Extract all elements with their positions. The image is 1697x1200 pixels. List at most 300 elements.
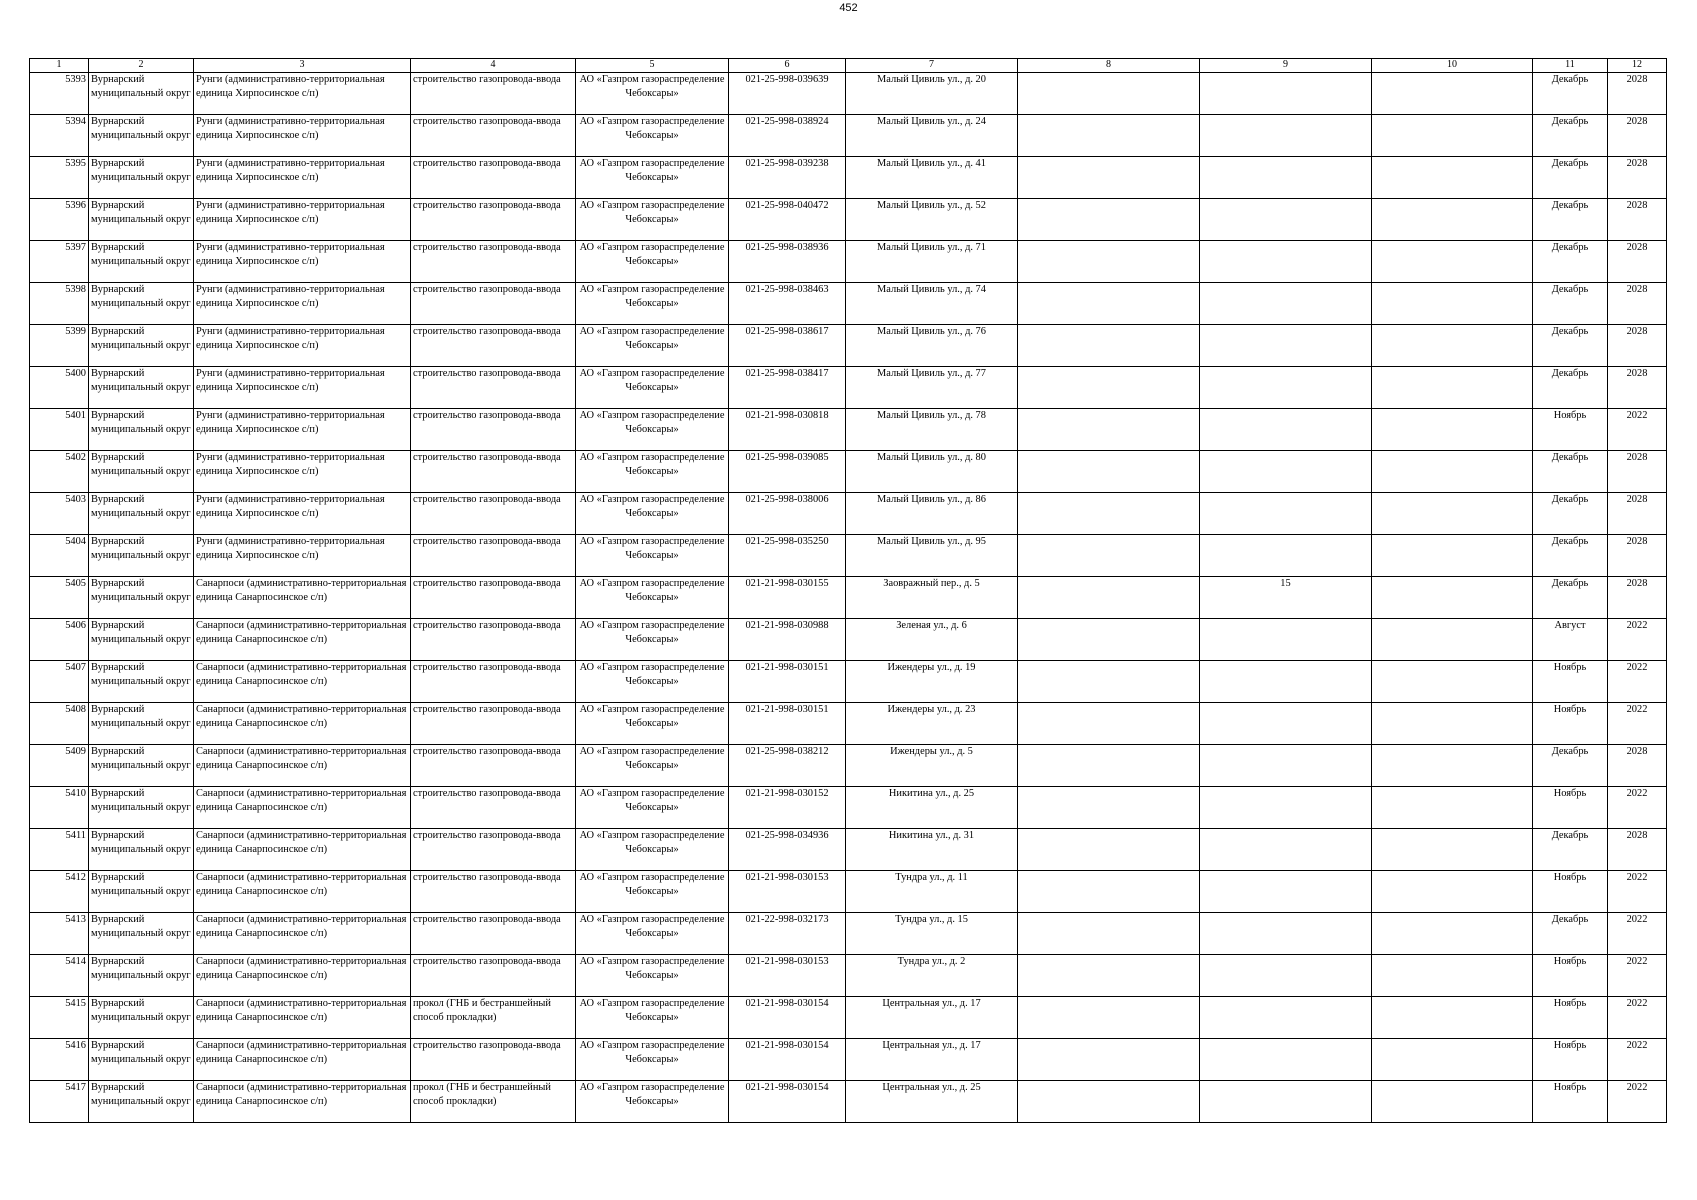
- settlement-cell-text: Рунги (административно-территориальная единица Хирпосинское с/п): [196, 452, 385, 477]
- row-number-text: 5410: [65, 788, 86, 799]
- row-number-text: 5396: [65, 200, 86, 211]
- object-code-cell: [729, 241, 846, 283]
- address-cell-text: Малый Цивиль ул., д. 71: [877, 242, 986, 253]
- column-10-cell: [1372, 367, 1533, 409]
- owner-cell-text: АО «Газпром газораспределение Чебоксары»: [579, 368, 725, 393]
- object-code-cell-text: 021-21-998-030153: [745, 956, 829, 967]
- work-type-cell-text: строительство газопровода-ввода: [413, 620, 561, 631]
- table-row: [30, 619, 1667, 661]
- work-type-cell: [411, 577, 576, 619]
- district-cell-text: Вурнарский муниципальный округ: [91, 368, 191, 393]
- work-type-cell: [411, 787, 576, 829]
- settlement-cell-text: Рунги (административно-территориальная единица Хирпосинское с/п): [196, 326, 385, 351]
- column-8-cell: [1018, 73, 1200, 115]
- work-type-cell-text: строительство газопровода-ввода: [413, 956, 561, 967]
- district-cell: [89, 619, 194, 661]
- object-code-cell: [729, 745, 846, 787]
- district-cell: [89, 451, 194, 493]
- column-8-cell-text: [1020, 199, 1197, 240]
- column-10-cell-text: [1374, 451, 1530, 492]
- table-row: [30, 913, 1667, 955]
- district-cell: [89, 493, 194, 535]
- row-number-text: 5403: [65, 494, 86, 505]
- district-cell: [89, 115, 194, 157]
- column-10-cell: [1372, 1081, 1533, 1123]
- table-row: [30, 367, 1667, 409]
- owner-cell-text: АО «Газпром газораспределение Чебоксары»: [579, 914, 725, 939]
- table-row: [30, 1039, 1667, 1081]
- settlement-cell: [194, 325, 411, 367]
- work-type-cell-text: строительство газопровода-ввода: [413, 494, 561, 505]
- owner-cell: [576, 451, 729, 493]
- month-cell-text: Декабрь: [1551, 200, 1589, 211]
- table-row: [30, 703, 1667, 745]
- row-number-text: 5417: [65, 1082, 86, 1093]
- table-row: [30, 325, 1667, 367]
- row-number: [30, 493, 89, 535]
- column-9-cell-text: [1202, 241, 1369, 282]
- settlement-cell: [194, 367, 411, 409]
- address-cell-text: Центральная ул., д. 17: [882, 998, 981, 1009]
- column-9-cell: [1200, 199, 1372, 241]
- column-9-cell-text: [1202, 1039, 1369, 1080]
- settlement-cell-text: Рунги (административно-территориальная единица Хирпосинское с/п): [196, 158, 385, 183]
- table-row: [30, 787, 1667, 829]
- address-cell-text: Малый Цивиль ул., д. 52: [877, 200, 986, 211]
- owner-cell-text: АО «Газпром газораспределение Чебоксары»: [579, 998, 725, 1023]
- address-cell-text: Тундра ул., д. 11: [895, 872, 968, 883]
- column-10-cell: [1372, 703, 1533, 745]
- month-cell-text: Ноябрь: [1553, 1040, 1587, 1051]
- district-cell: [89, 1039, 194, 1081]
- owner-cell-text: АО «Газпром газораспределение Чебоксары»: [579, 410, 725, 435]
- column-header: 1: [30, 59, 89, 73]
- owner-cell-text: АО «Газпром газораспределение Чебоксары»: [579, 872, 725, 897]
- column-8-cell: [1018, 703, 1200, 745]
- row-number-text: 5393: [65, 74, 86, 85]
- address-cell: [846, 619, 1018, 661]
- month-cell: [1533, 325, 1608, 367]
- column-9-cell-text: [1202, 157, 1369, 198]
- column-9-cell: [1200, 451, 1372, 493]
- district-cell-text: Вурнарский муниципальный округ: [91, 452, 191, 477]
- settlement-cell: [194, 619, 411, 661]
- year-cell-text: 2028: [1626, 116, 1648, 127]
- column-8-cell-text: [1020, 367, 1197, 408]
- address-cell-text: Тундра ул., д. 15: [895, 914, 968, 925]
- owner-cell: [576, 661, 729, 703]
- object-code-cell: [729, 997, 846, 1039]
- address-cell-text: Малый Цивиль ул., д. 76: [877, 326, 986, 337]
- column-10-cell: [1372, 913, 1533, 955]
- column-9-cell-text: [1202, 619, 1369, 660]
- owner-cell-text: АО «Газпром газораспределение Чебоксары»: [579, 662, 725, 687]
- district-cell-text: Вурнарский муниципальный округ: [91, 914, 191, 939]
- settlement-cell: [194, 199, 411, 241]
- object-code-cell-text: 021-25-998-038006: [745, 494, 829, 505]
- column-10-cell-text: [1374, 535, 1530, 576]
- row-number-text: 5409: [65, 746, 86, 757]
- column-10-cell: [1372, 535, 1533, 577]
- owner-cell: [576, 703, 729, 745]
- object-code-cell: [729, 1081, 846, 1123]
- district-cell: [89, 535, 194, 577]
- settlement-cell-text: Рунги (административно-территориальная единица Хирпосинское с/п): [196, 242, 385, 267]
- year-cell-text: 2028: [1626, 74, 1648, 85]
- district-cell-text: Вурнарский муниципальный округ: [91, 788, 191, 813]
- column-10-cell-text: [1374, 199, 1530, 240]
- district-cell: [89, 955, 194, 997]
- column-8-cell: [1018, 409, 1200, 451]
- row-number: [30, 955, 89, 997]
- work-type-cell: [411, 199, 576, 241]
- work-type-cell-text: строительство газопровода-ввода: [413, 872, 561, 883]
- address-cell: [846, 787, 1018, 829]
- object-code-cell-text: 021-21-998-030818: [745, 410, 829, 421]
- column-10-cell-text: [1374, 871, 1530, 912]
- row-number-text: 5404: [65, 536, 86, 547]
- month-cell-text: Декабрь: [1551, 326, 1589, 337]
- row-number: [30, 451, 89, 493]
- settlement-cell-text: Рунги (административно-территориальная единица Хирпосинское с/п): [196, 368, 385, 393]
- column-9-cell-text: [1202, 955, 1369, 996]
- column-8-cell-text: [1020, 703, 1197, 744]
- month-cell: [1533, 199, 1608, 241]
- column-8-cell: [1018, 283, 1200, 325]
- settlement-cell: [194, 1081, 411, 1123]
- settlement-cell-text: Рунги (административно-территориальная единица Хирпосинское с/п): [196, 200, 385, 225]
- column-header: 3: [194, 59, 411, 73]
- row-number-text: 5412: [65, 872, 86, 883]
- address-cell: [846, 703, 1018, 745]
- district-cell-text: Вурнарский муниципальный округ: [91, 620, 191, 645]
- district-cell-text: Вурнарский муниципальный округ: [91, 662, 191, 687]
- settlement-cell-text: Санарпоси (административно-территориальная единица Санарпосинское с/п): [196, 998, 407, 1023]
- object-code-cell: [729, 535, 846, 577]
- settlement-cell: [194, 997, 411, 1039]
- work-type-cell: [411, 115, 576, 157]
- month-cell: [1533, 913, 1608, 955]
- object-code-cell-text: 021-22-998-032173: [745, 914, 829, 925]
- month-cell: [1533, 157, 1608, 199]
- district-cell-text: Вурнарский муниципальный округ: [91, 242, 191, 267]
- year-cell-text: 2028: [1626, 326, 1648, 337]
- column-10-cell-text: [1374, 409, 1530, 450]
- settlement-cell: [194, 913, 411, 955]
- year-cell-text: 2028: [1626, 242, 1648, 253]
- column-10-cell-text: [1374, 325, 1530, 366]
- column-9-cell: [1200, 325, 1372, 367]
- month-cell-text: Ноябрь: [1553, 998, 1587, 1009]
- settlement-cell-text: Санарпоси (административно-территориальная единица Санарпосинское с/п): [196, 788, 407, 813]
- month-cell: [1533, 283, 1608, 325]
- object-code-cell-text: 021-25-998-038617: [745, 326, 829, 337]
- row-number: [30, 367, 89, 409]
- column-9-cell-text: [1202, 535, 1369, 576]
- column-8-cell-text: [1020, 619, 1197, 660]
- table-row: [30, 451, 1667, 493]
- year-cell: [1608, 661, 1667, 703]
- row-number: [30, 913, 89, 955]
- year-cell: [1608, 745, 1667, 787]
- object-code-cell: [729, 325, 846, 367]
- district-cell: [89, 367, 194, 409]
- year-cell: [1608, 451, 1667, 493]
- column-10-cell-text: [1374, 619, 1530, 660]
- object-code-cell-text: 021-25-998-039639: [745, 74, 829, 85]
- district-cell-text: Вурнарский муниципальный округ: [91, 998, 191, 1023]
- column-8-cell: [1018, 241, 1200, 283]
- column-9-cell-text: [1202, 703, 1369, 744]
- owner-cell-text: АО «Газпром газораспределение Чебоксары»: [579, 536, 725, 561]
- row-number: [30, 1039, 89, 1081]
- work-type-cell: [411, 325, 576, 367]
- month-cell-text: Декабрь: [1551, 578, 1589, 589]
- month-cell: [1533, 535, 1608, 577]
- work-type-cell-text: строительство газопровода-ввода: [413, 74, 561, 85]
- settlement-cell-text: Санарпоси (административно-территориальная единица Санарпосинское с/п): [196, 956, 407, 981]
- work-type-cell-text: строительство газопровода-ввода: [413, 704, 561, 715]
- work-type-cell-text: строительство газопровода-ввода: [413, 284, 561, 295]
- object-code-cell: [729, 661, 846, 703]
- month-cell: [1533, 1039, 1608, 1081]
- object-code-cell: [729, 1039, 846, 1081]
- address-cell: [846, 409, 1018, 451]
- settlement-cell-text: Санарпоси (административно-территориальная единица Санарпосинское с/п): [196, 914, 407, 939]
- district-cell-text: Вурнарский муниципальный округ: [91, 536, 191, 561]
- column-10-cell-text: [1374, 73, 1530, 114]
- object-code-cell: [729, 871, 846, 913]
- column-10-cell-text: [1374, 661, 1530, 702]
- column-10-cell-text: [1374, 241, 1530, 282]
- address-cell-text: Ижендеры ул., д. 19: [887, 662, 976, 673]
- year-cell-text: 2028: [1626, 158, 1648, 169]
- column-9-cell-text: [1202, 1081, 1369, 1122]
- address-cell: [846, 913, 1018, 955]
- work-type-cell-text: строительство газопровода-ввода: [413, 326, 561, 337]
- column-8-cell-text: [1020, 157, 1197, 198]
- object-code-cell-text: 021-25-998-039238: [745, 158, 829, 169]
- column-10-cell: [1372, 1039, 1533, 1081]
- column-8-cell-text: [1020, 241, 1197, 282]
- district-cell: [89, 325, 194, 367]
- address-cell: [846, 1039, 1018, 1081]
- address-cell-text: Малый Цивиль ул., д. 20: [877, 74, 986, 85]
- year-cell-text: 2022: [1626, 872, 1648, 883]
- column-10-cell: [1372, 829, 1533, 871]
- object-code-cell: [729, 283, 846, 325]
- district-cell: [89, 73, 194, 115]
- row-number: [30, 199, 89, 241]
- object-code-cell-text: 021-21-998-030154: [745, 1040, 829, 1051]
- column-9-cell: [1200, 115, 1372, 157]
- column-9-cell: [1200, 913, 1372, 955]
- work-type-cell-text: строительство газопровода-ввода: [413, 662, 561, 673]
- address-cell: [846, 493, 1018, 535]
- settlement-cell-text: Рунги (административно-территориальная единица Хирпосинское с/п): [196, 536, 385, 561]
- month-cell: [1533, 451, 1608, 493]
- address-cell: [846, 73, 1018, 115]
- column-header: 6: [729, 59, 846, 73]
- settlement-cell-text: Санарпоси (административно-территориальная единица Санарпосинское с/п): [196, 872, 407, 897]
- column-9-cell-text: 15: [1280, 578, 1291, 589]
- district-cell-text: Вурнарский муниципальный округ: [91, 1040, 191, 1065]
- address-cell-text: Тундра ул., д. 2: [897, 956, 966, 967]
- column-9-cell: [1200, 955, 1372, 997]
- column-9-cell-text: [1202, 871, 1369, 912]
- owner-cell-text: АО «Газпром газораспределение Чебоксары»: [579, 1040, 725, 1065]
- month-cell-text: Ноябрь: [1553, 704, 1587, 715]
- table-row: [30, 409, 1667, 451]
- row-number: [30, 997, 89, 1039]
- owner-cell: [576, 997, 729, 1039]
- year-cell: [1608, 115, 1667, 157]
- work-type-cell: [411, 367, 576, 409]
- owner-cell: [576, 241, 729, 283]
- column-8-cell: [1018, 535, 1200, 577]
- object-code-cell-text: 021-21-998-030153: [745, 872, 829, 883]
- year-cell-text: 2022: [1626, 662, 1648, 673]
- work-type-cell-text: строительство газопровода-ввода: [413, 788, 561, 799]
- district-cell: [89, 577, 194, 619]
- column-8-cell: [1018, 871, 1200, 913]
- table-row: [30, 283, 1667, 325]
- column-8-cell-text: [1020, 451, 1197, 492]
- row-number-text: 5402: [65, 452, 86, 463]
- district-cell: [89, 829, 194, 871]
- address-cell: [846, 997, 1018, 1039]
- address-cell-text: Малый Цивиль ул., д. 41: [877, 158, 986, 169]
- object-code-cell: [729, 493, 846, 535]
- work-type-cell: [411, 451, 576, 493]
- column-8-cell: [1018, 619, 1200, 661]
- column-9-cell: [1200, 1039, 1372, 1081]
- row-number-text: 5399: [65, 326, 86, 337]
- table-row: [30, 157, 1667, 199]
- row-number: [30, 535, 89, 577]
- owner-cell-text: АО «Газпром газораспределение Чебоксары»: [579, 1082, 725, 1107]
- column-10-cell: [1372, 325, 1533, 367]
- month-cell: [1533, 661, 1608, 703]
- district-cell: [89, 997, 194, 1039]
- year-cell-text: 2028: [1626, 452, 1648, 463]
- column-10-cell-text: [1374, 157, 1530, 198]
- column-10-cell: [1372, 73, 1533, 115]
- column-8-cell: [1018, 1039, 1200, 1081]
- row-number: [30, 745, 89, 787]
- district-cell-text: Вурнарский муниципальный округ: [91, 410, 191, 435]
- work-type-cell-text: строительство газопровода-ввода: [413, 914, 561, 925]
- table-body: [30, 73, 1667, 1123]
- row-number-text: 5398: [65, 284, 86, 295]
- table-row: [30, 493, 1667, 535]
- column-9-cell-text: [1202, 199, 1369, 240]
- owner-cell-text: АО «Газпром газораспределение Чебоксары»: [579, 284, 725, 309]
- work-type-cell-text: строительство газопровода-ввода: [413, 116, 561, 127]
- year-cell-text: 2028: [1626, 284, 1648, 295]
- column-10-cell: [1372, 199, 1533, 241]
- table-row: [30, 535, 1667, 577]
- district-cell-text: Вурнарский муниципальный округ: [91, 1082, 191, 1107]
- settlement-cell: [194, 535, 411, 577]
- column-10-cell: [1372, 577, 1533, 619]
- owner-cell: [576, 535, 729, 577]
- month-cell-text: Декабрь: [1551, 746, 1589, 757]
- column-8-cell: [1018, 199, 1200, 241]
- year-cell: [1608, 535, 1667, 577]
- column-9-cell-text: [1202, 997, 1369, 1038]
- object-code-cell: [729, 157, 846, 199]
- district-cell-text: Вурнарский муниципальный округ: [91, 830, 191, 855]
- table-row: [30, 955, 1667, 997]
- address-cell: [846, 1081, 1018, 1123]
- object-code-cell: [729, 787, 846, 829]
- owner-cell-text: АО «Газпром газораспределение Чебоксары»: [579, 704, 725, 729]
- address-cell-text: Ижендеры ул., д. 23: [887, 704, 976, 715]
- row-number: [30, 157, 89, 199]
- month-cell: [1533, 997, 1608, 1039]
- month-cell-text: Декабрь: [1551, 158, 1589, 169]
- object-code-cell-text: 021-21-998-030154: [745, 1082, 829, 1093]
- month-cell: [1533, 871, 1608, 913]
- district-cell-text: Вурнарский муниципальный округ: [91, 872, 191, 897]
- column-9-cell-text: [1202, 451, 1369, 492]
- year-cell: [1608, 409, 1667, 451]
- owner-cell-text: АО «Газпром газораспределение Чебоксары»: [579, 116, 725, 141]
- month-cell-text: Декабрь: [1551, 284, 1589, 295]
- month-cell-text: Декабрь: [1551, 116, 1589, 127]
- owner-cell: [576, 1081, 729, 1123]
- header-row: [30, 59, 1667, 73]
- object-code-cell-text: 021-25-998-038936: [745, 242, 829, 253]
- settlement-cell: [194, 283, 411, 325]
- column-8-cell-text: [1020, 577, 1197, 618]
- owner-cell-text: АО «Газпром газораспределение Чебоксары»: [579, 956, 725, 981]
- column-header: 2: [89, 59, 194, 73]
- month-cell: [1533, 493, 1608, 535]
- row-number-text: 5408: [65, 704, 86, 715]
- settlement-cell-text: Рунги (административно-территориальная единица Хирпосинское с/п): [196, 410, 385, 435]
- year-cell-text: 2022: [1626, 1040, 1648, 1051]
- column-header: 8: [1018, 59, 1200, 73]
- table-row: [30, 997, 1667, 1039]
- column-8-cell-text: [1020, 913, 1197, 954]
- column-10-cell: [1372, 493, 1533, 535]
- column-10-cell-text: [1374, 913, 1530, 954]
- year-cell: [1608, 493, 1667, 535]
- year-cell: [1608, 73, 1667, 115]
- settlement-cell-text: Санарпоси (административно-территориальная единица Санарпосинское с/п): [196, 830, 407, 855]
- object-code-cell-text: 021-21-998-030151: [745, 662, 829, 673]
- column-8-cell-text: [1020, 787, 1197, 828]
- settlement-cell: [194, 241, 411, 283]
- work-type-cell: [411, 493, 576, 535]
- settlement-cell: [194, 829, 411, 871]
- year-cell: [1608, 787, 1667, 829]
- column-9-cell-text: [1202, 493, 1369, 534]
- column-header: 10: [1372, 59, 1533, 73]
- settlement-cell-text: Санарпоси (административно-территориальная единица Санарпосинское с/п): [196, 1040, 407, 1065]
- column-10-cell-text: [1374, 703, 1530, 744]
- address-cell: [846, 241, 1018, 283]
- month-cell: [1533, 619, 1608, 661]
- owner-cell: [576, 199, 729, 241]
- column-9-cell-text: [1202, 661, 1369, 702]
- column-8-cell-text: [1020, 1039, 1197, 1080]
- row-number: [30, 325, 89, 367]
- column-8-cell-text: [1020, 73, 1197, 114]
- work-type-cell-text: строительство газопровода-ввода: [413, 578, 561, 589]
